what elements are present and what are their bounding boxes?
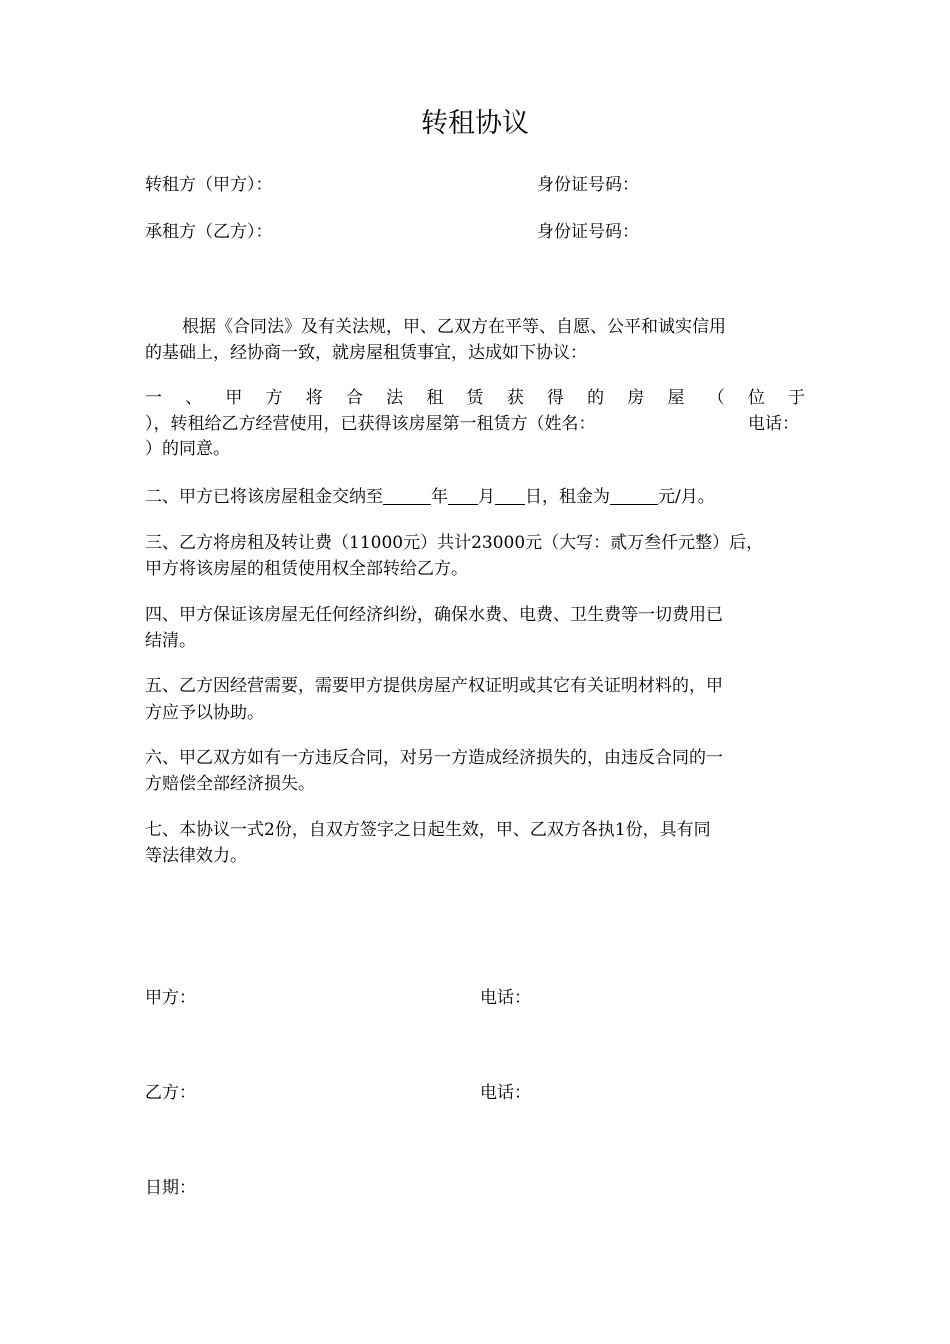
clause-char: 得 xyxy=(546,388,564,408)
clause-5-line-1: 五、乙方因经营需要，需要甲方提供房屋产权证明或其它有关证明材料的，甲 xyxy=(145,676,723,696)
month-blank xyxy=(448,487,478,505)
clause-1-line-1 xyxy=(145,390,805,407)
clause-char: 的 xyxy=(587,388,605,408)
clause-char: 赁 xyxy=(466,388,484,408)
clause-char: 于 xyxy=(788,388,805,408)
clause-2-text: 二、甲方已将该房屋租金交纳至 xyxy=(145,487,383,507)
clause-2-unit: 元/月。 xyxy=(658,487,715,507)
party-a-signature-label: 甲方： xyxy=(145,988,196,1008)
clause-4-line-2: 结清。 xyxy=(145,631,196,651)
clause-char: 屋 xyxy=(667,388,685,408)
day-blank xyxy=(495,487,525,505)
clause-char: 、 xyxy=(185,388,203,408)
clause-2-month: 月 xyxy=(478,487,495,507)
clause-2-day: 日，租金为 xyxy=(525,487,610,507)
clause-3-line-1: 三、乙方将房租及转让费（11000元）共计23000元（大写：贰万叁仟元整）后， xyxy=(145,533,764,553)
preamble-line-1: 根据《合同法》及有关法规，甲、乙双方在平等、自愿、公平和诚实信用 xyxy=(182,317,726,337)
clause-1-phone-label: 电话： xyxy=(748,414,799,434)
clause-char: 一 xyxy=(145,388,162,408)
party-b-signature-label: 乙方： xyxy=(145,1083,196,1103)
clause-4-line-1: 四、甲方保证该房屋无任何经济纠纷，确保水费、电费、卫生费等一切费用已 xyxy=(145,605,723,625)
clause-1-line-3: ）的同意。 xyxy=(145,439,230,459)
clause-char: 房 xyxy=(627,388,645,408)
clause-char: （ xyxy=(707,388,725,408)
clause-char: 合 xyxy=(345,388,363,408)
sublessor-id-label: 身份证号码： xyxy=(537,175,639,195)
party-b-phone-label: 电话： xyxy=(480,1083,531,1103)
clause-char: 获 xyxy=(506,388,524,408)
clause-char: 将 xyxy=(305,388,323,408)
sublessor-label: 转租方（甲方）： xyxy=(145,175,273,195)
clause-7-line-2: 等法律效力。 xyxy=(145,846,247,866)
clause-char: 法 xyxy=(386,388,404,408)
document-title: 转租协议 xyxy=(421,108,529,139)
clause-char: 甲 xyxy=(225,388,243,408)
preamble-line-2: 的基础上，经协商一致，就房屋租赁事宜，达成如下协议： xyxy=(145,343,587,363)
clause-6-line-2: 方赔偿全部经济损失。 xyxy=(145,774,315,794)
sublessee-label: 承租方（乙方）： xyxy=(145,222,273,242)
clause-3-line-2: 甲方将该房屋的租赁使用权全部转给乙方。 xyxy=(145,559,468,579)
clause-char: 方 xyxy=(265,388,283,408)
clause-2 xyxy=(145,487,715,506)
clause-6-line-1: 六、甲乙双方如有一方违反合同，对另一方造成经济损失的，由违反合同的一 xyxy=(145,748,723,768)
clause-char: 租 xyxy=(426,388,444,408)
clause-2-year: 年 xyxy=(431,487,448,507)
rent-blank xyxy=(610,487,658,505)
clause-7-line-1: 七、本协议一式2份，自双方签字之日起生效，甲、乙双方各执1份，具有同 xyxy=(145,820,711,840)
party-a-phone-label: 电话： xyxy=(480,988,531,1008)
clause-1-line-2: ），转租给乙方经营使用，已获得该房屋第一租赁方（姓名： xyxy=(145,414,596,434)
sublessee-id-label: 身份证号码： xyxy=(537,222,639,242)
year-blank xyxy=(383,487,431,505)
clause-5-line-2: 方应予以协助。 xyxy=(145,703,264,723)
date-label: 日期： xyxy=(145,1178,196,1198)
clause-char: 位 xyxy=(747,388,765,408)
